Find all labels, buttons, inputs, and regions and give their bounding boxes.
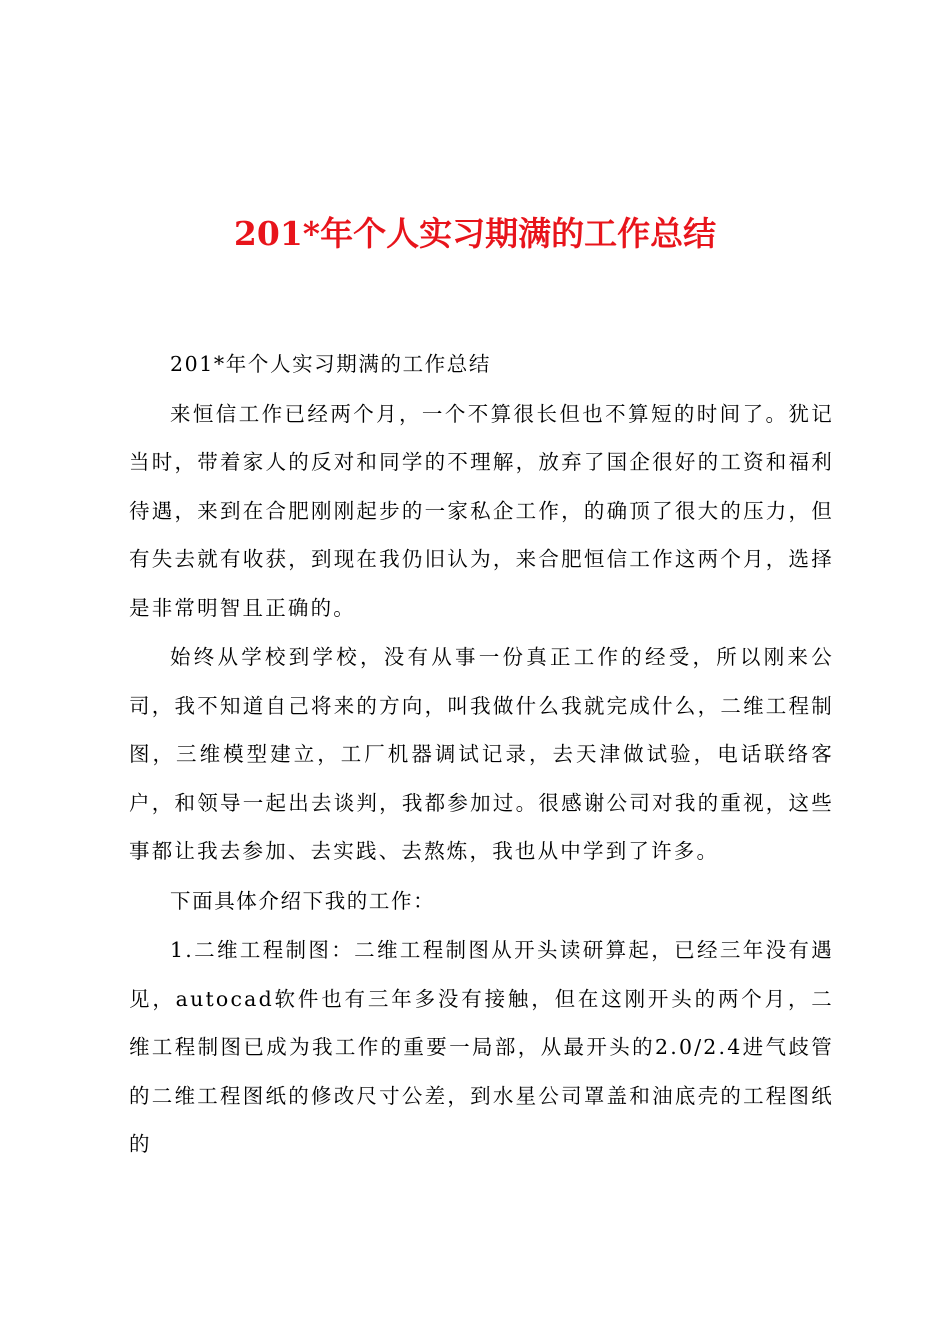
body-subtitle: 201*年个人实习期满的工作总结 [170,352,491,376]
paragraph-experience: 始终从学校到学校，没有从事一份真正工作的经受，所以刚来公司，我不知道自己将来的方向，叫我做什么我就完成什么，二维工程制图，三维模型建立，工厂机器调试记录，去天津做试验，电话联络客户，和领导一起出去谈判，我都参加过。很感谢公司对我的重视，这些事都让我去参加、去实践、去熬炼，我也从中学到了许多。 [129,645,834,863]
document-body [129,340,834,1170]
document-title: 201*年个人实习期满的工作总结 [233,214,717,253]
paragraph-intro: 来恒信工作已经两个月，一个不算很长但也不算短的时间了。犹记当时，带着家人的反对和同学的不理解，放弃了国企很好的工资和福利待遇，来到在合肥刚刚起步的一家私企工作，的确顶了很大的压力，但有失去就有收获，到现在我仍旧认为，来合肥恒信工作这两个月，选择是非常明智且正确的。 [129,401,834,620]
paragraph-work-intro: 下面具体介绍下我的工作： [170,888,436,913]
paragraph-item-1: 1.二维工程制图：二维工程制图从开头读研算起，已经三年没有遇见，autocad软件也有三年多没有接触，但在这刚开头的两个月，二维工程制图已成为我工作的重要一局部，从最开头的2.0/2.4进气歧管的二维工程图纸的修改尺寸公差，到水星公司罩盖和油底壳的工程图纸的 [129,938,834,1156]
